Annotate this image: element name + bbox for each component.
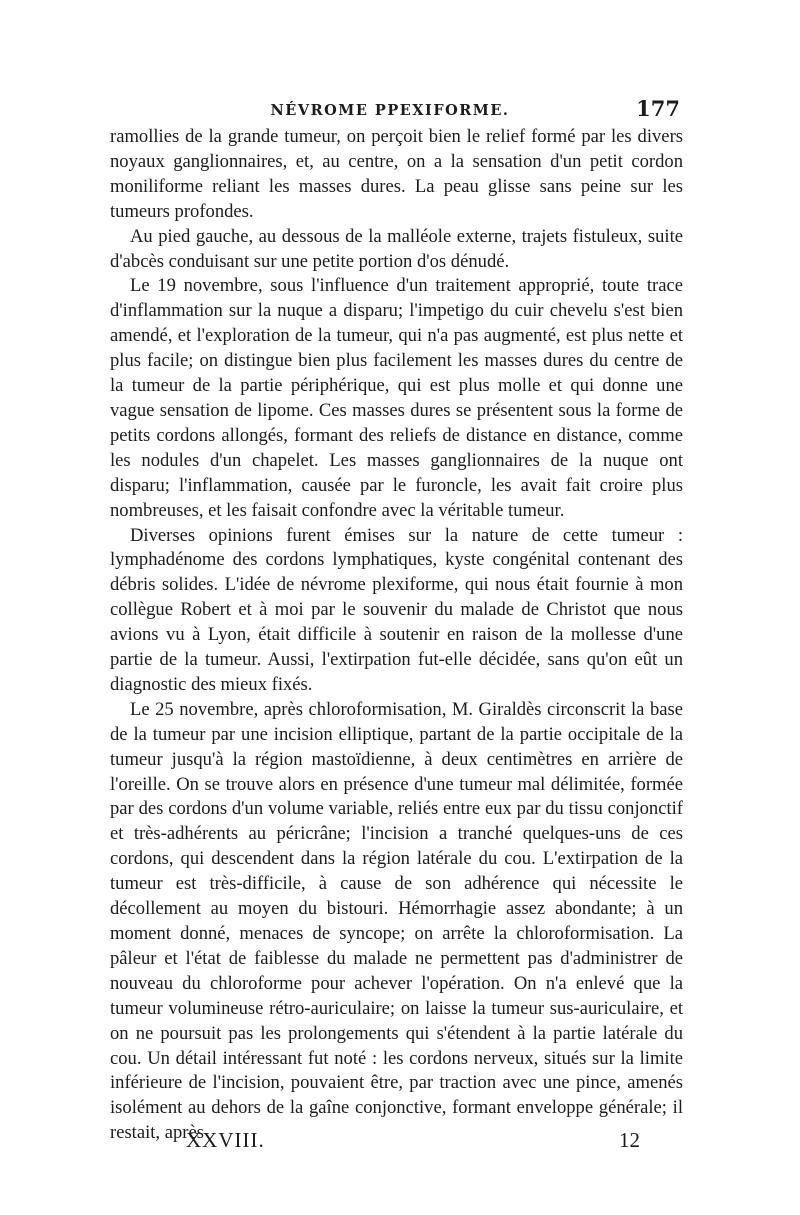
- paragraph-continuation: ramollies de la grande tumeur, on perçoit bien le relief formé par les divers noyaux ganglionnaires, et, au centre, on a la sensation d'un petit cordon moniliforme reliant les masses dures. La peau glisse sans peine sur les tumeurs profondes.: [110, 126, 683, 222]
- signature-mark: XXVIII.: [186, 1128, 265, 1152]
- sheet-number: 12: [619, 1128, 640, 1152]
- paragraph-november-25: Le 25 novembre, après chloroformisation, M. Giraldès circonscrit la base de la tumeur par une incision elliptique, partant de la partie occipitale de la tumeur jusqu'à la région mastoïdienne, à deux centimètres en arrière de l'oreille. On se trouve alors en présence d'une tumeur mal délimitée, formée par des cordons d'un volume variable, reliés entre eux par du tissu conjonctif et très-adhérents au péricrâne; l'incision a tranché quelques-uns de ces cordons, qui descendent dans la région latérale du cou. L'extirpation de la tumeur est très-difficile, à cause de son adhérence qui nécessite le décollement au moyen du bistouri. Hémorrhagie assez abondante; à un moment donné, menaces de syncope; on arrête la chloroformisation. La pâleur et l'état de faiblesse du malade ne permettent pas d'administrer de nouveau du chloroforme pour achever l'opération. On n'a enlevé que la tumeur volumineuse rétro-auriculaire; on laisse la tumeur sus-auriculaire, et on ne poursuit pas les prolongements qui s'étendent à la partie latérale du cou. Un détail intéressant fut noté : les cordons nerveux, situés sur la limite inférieure de l'incision, pouvaient être, par traction avec une pince, amenés isolément au dehors de la gaîne conjonctive, formant enveloppe générale; il restait, après: [110, 698, 683, 1144]
- paragraph-opinions: Diverses opinions furent émises sur la nature de cette tumeur : lymphadénome des cordons lymphatiques, kyste congénital contenant des débris solides. L'idée de névrome plexiforme, qui nous était fournie à mon collègue Robert et à moi par le souvenir du malade de Christot que nous avions vu à Lyon, était difficile à soutenir en raison de la mollesse d'une partie de la tumeur. Aussi, l'extirpation fut-elle décidée, sans qu'on eût un diagnostic des mieux fixés.: [110, 524, 683, 695]
- paragraph-left-foot: Au pied gauche, au dessous de la malléole externe, trajets fistuleux, suite d'abcès conduisant sur une petite portion d'os dénudé.: [110, 225, 683, 272]
- page-number: 177: [636, 96, 680, 121]
- running-title: NÉVROME PPEXIFORME.: [270, 102, 510, 119]
- paragraph-november-19: Le 19 novembre, sous l'influence d'un traitement approprié, toute trace d'inflammation sur la nuque a disparu; l'impetigo du cuir chevelu s'est bien amendé, et l'exploration de la tumeur, qui n'a pas augmenté, est plus nette et plus facile; on distingue bien plus facilement les masses dures du centre de la tumeur de la partie périphérique, qui est plus molle et qui donne une vague sensation de lipome. Ces masses dures se présentent sous la forme de petits cordons allongés, formant des reliefs de distance en distance, comme les nodules d'un chapelet. Les masses ganglionnaires de la nuque ont disparu; l'inflammation, causée par le furoncle, les avait fait croire plus nombreuses, et les faisait confondre avec la véritable tumeur.: [110, 275, 683, 521]
